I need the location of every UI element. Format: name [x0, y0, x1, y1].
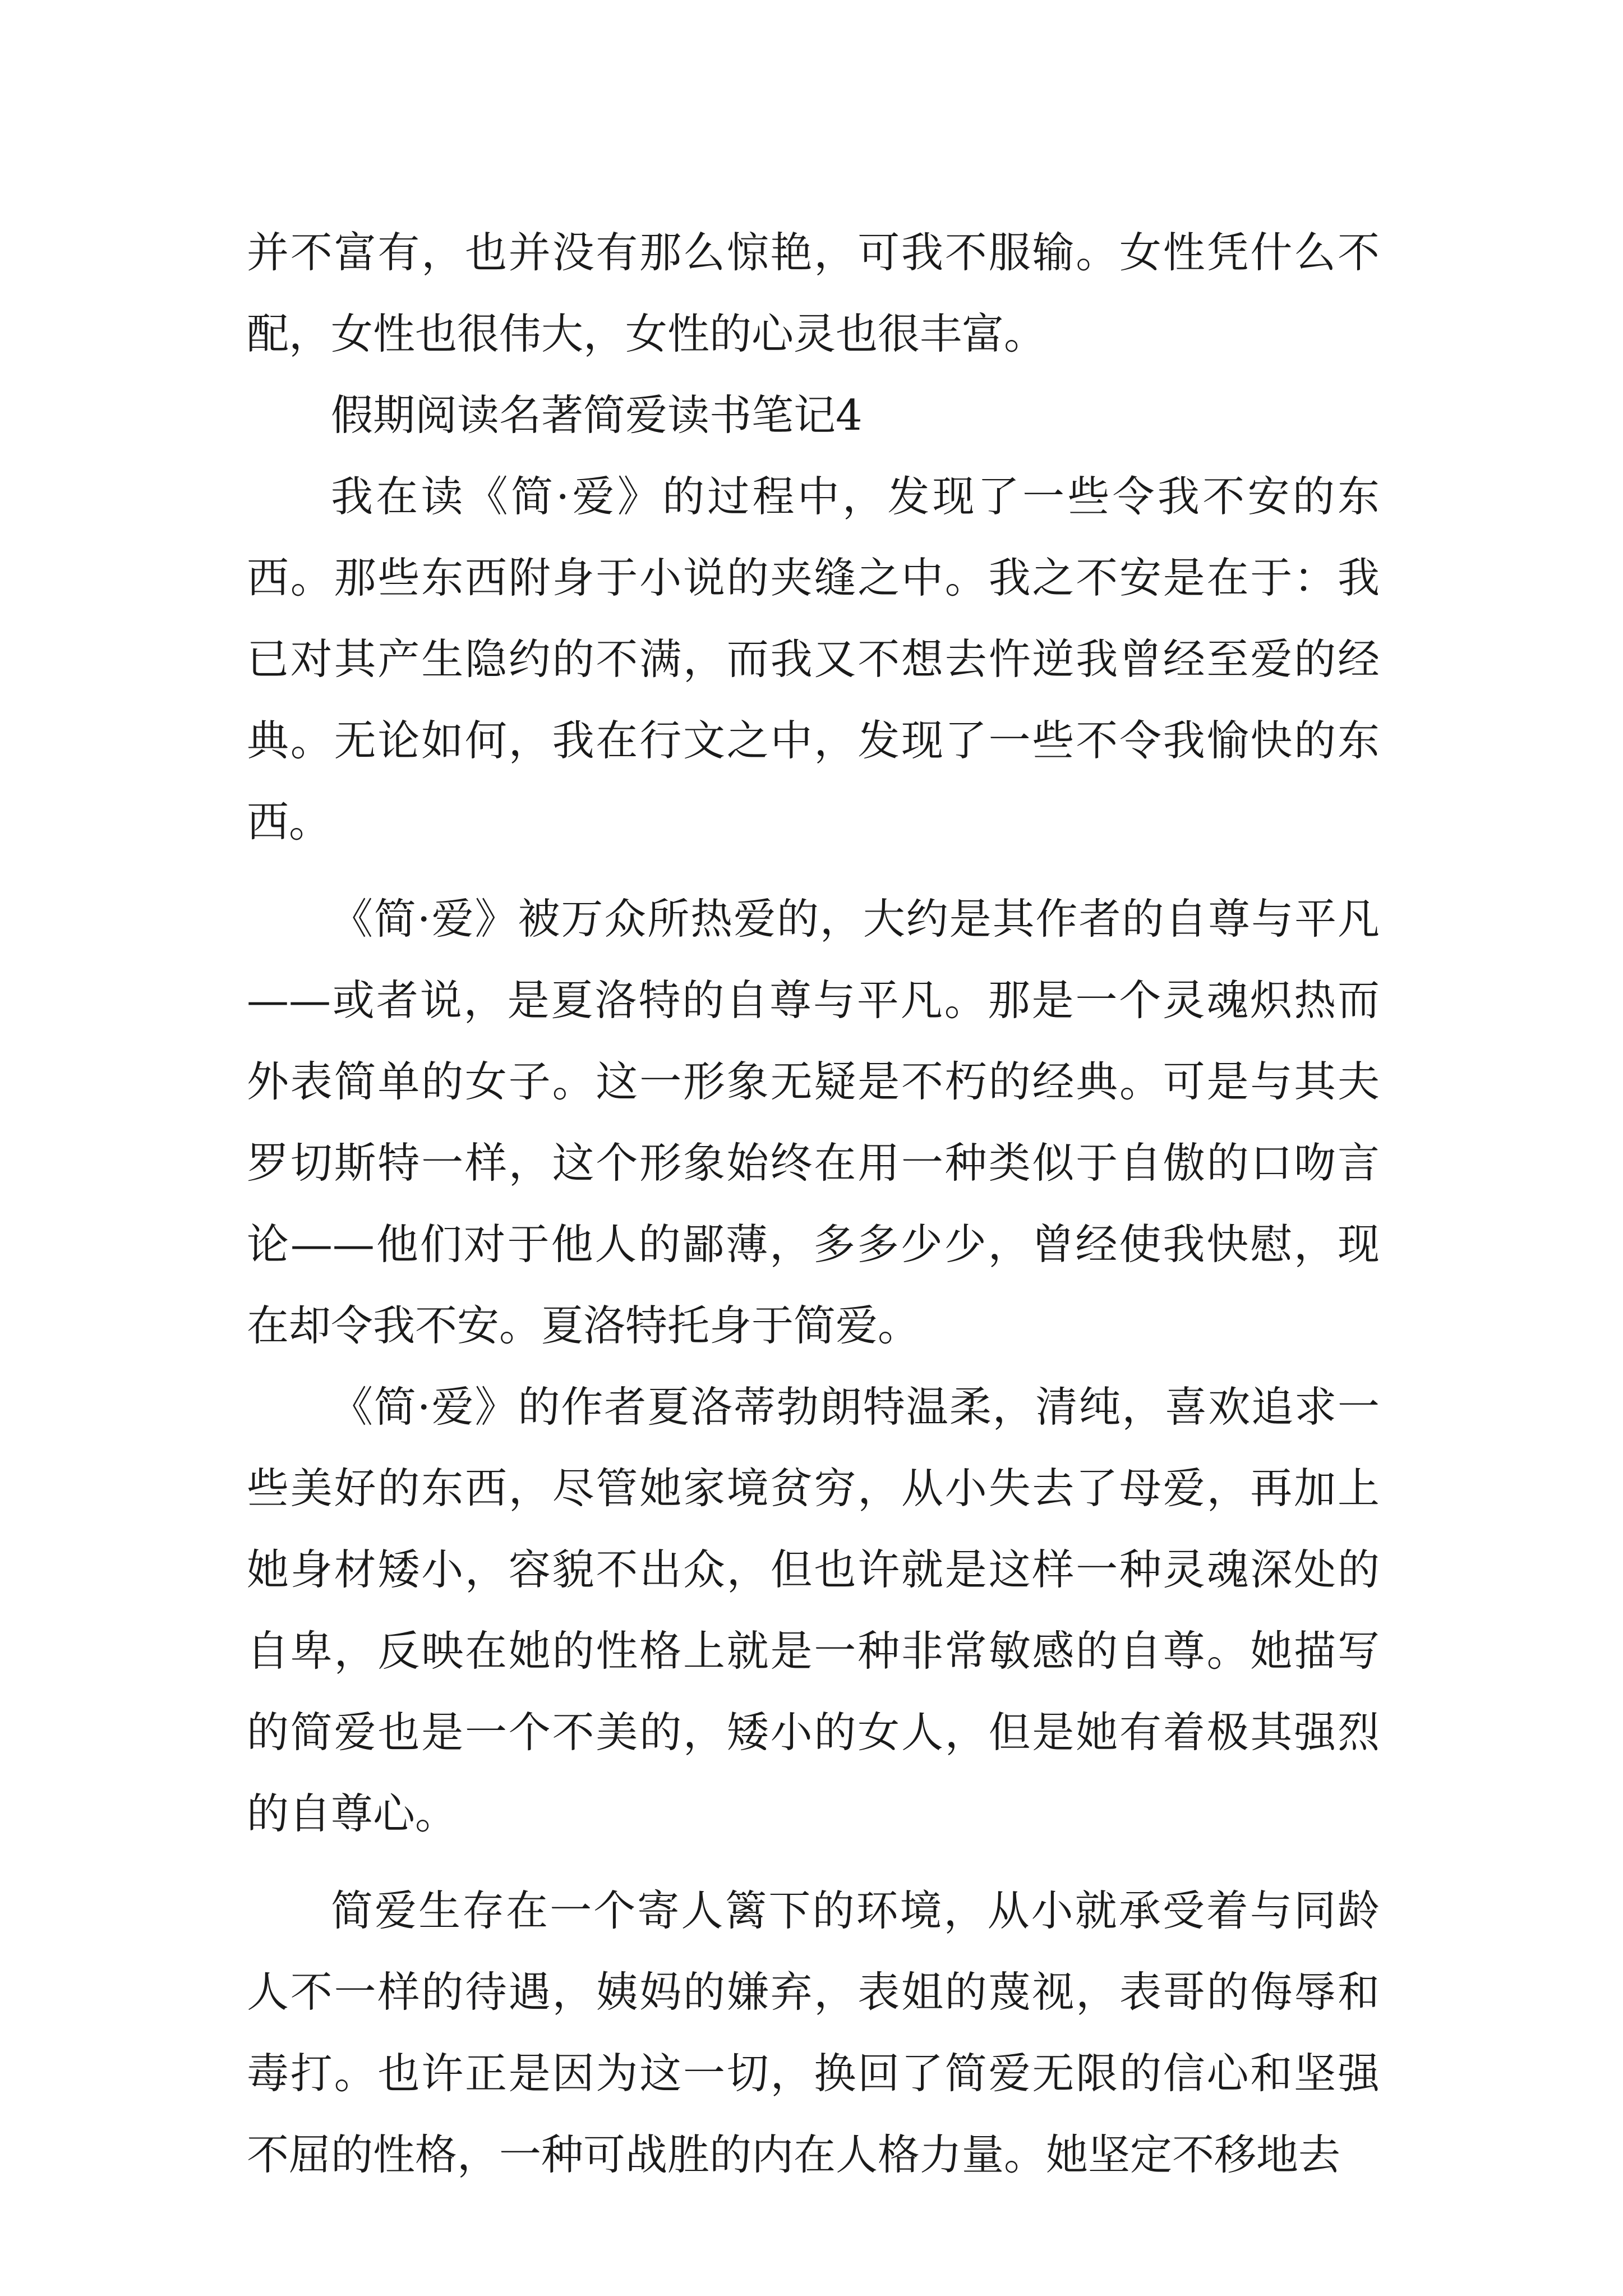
section-title: 假期阅读名著简爱读书笔记4 [331, 390, 863, 440]
continuation-paragraph: 并不富有，也并没有那么惊艳，可我不服输。女性凭什么不配，女性也很伟大，女性的心灵也很丰富。 [247, 228, 1380, 358]
body-paragraph-4: 简爱生存在一个寄人篱下的环境，从小就承受着与同龄人不一样的待遇，姨妈的嫌弃，表姐的蔑视，表哥的侮辱和毒打。也许正是因为这一切，换回了简爱无限的信心和坚强不屈的性格，一种可战胜的内在人格力量。她坚定不移地去 [247, 1886, 1380, 2179]
body-paragraph-2: 《简·爱》被万众所热爱的，大约是其作者的自尊与平凡——或者说，是夏洛特的自尊与平凡。那是一个灵魂炽热而外表简单的女子。这一形象无疑是不朽的经典。可是与其夫罗切斯特一样，这个形象始终在用一种类似于自傲的口吻言论——他们对于他人的鄙薄，多多少少，曾经使我快慰，现在却令我不安。夏洛特托身于简爱。 [247, 894, 1380, 1350]
body-paragraph-3: 《简·爱》的作者夏洛蒂勃朗特温柔，清纯，喜欢追求一些美好的东西，尽管她家境贫穷，从小失去了母爱，再加上她身材矮小，容貌不出众，但也许就是这样一种灵魂深处的自卑，反映在她的性格上就是一种非常敏感的自尊。她描写的简爱也是一个不美的，矮小的女人，但是她有着极其强烈的自尊心。 [247, 1382, 1380, 1838]
document-body [247, 212, 1380, 2196]
body-paragraph-1: 我在读《简·爱》的过程中，发现了一些令我不安的东西。那些东西附身于小说的夹缝之中。我之不安是在于：我已对其产生隐约的不满，而我又不想去忤逆我曾经至爱的经典。无论如何，我在行文之中，发现了一些不令我愉快的东西。 [247, 472, 1380, 846]
